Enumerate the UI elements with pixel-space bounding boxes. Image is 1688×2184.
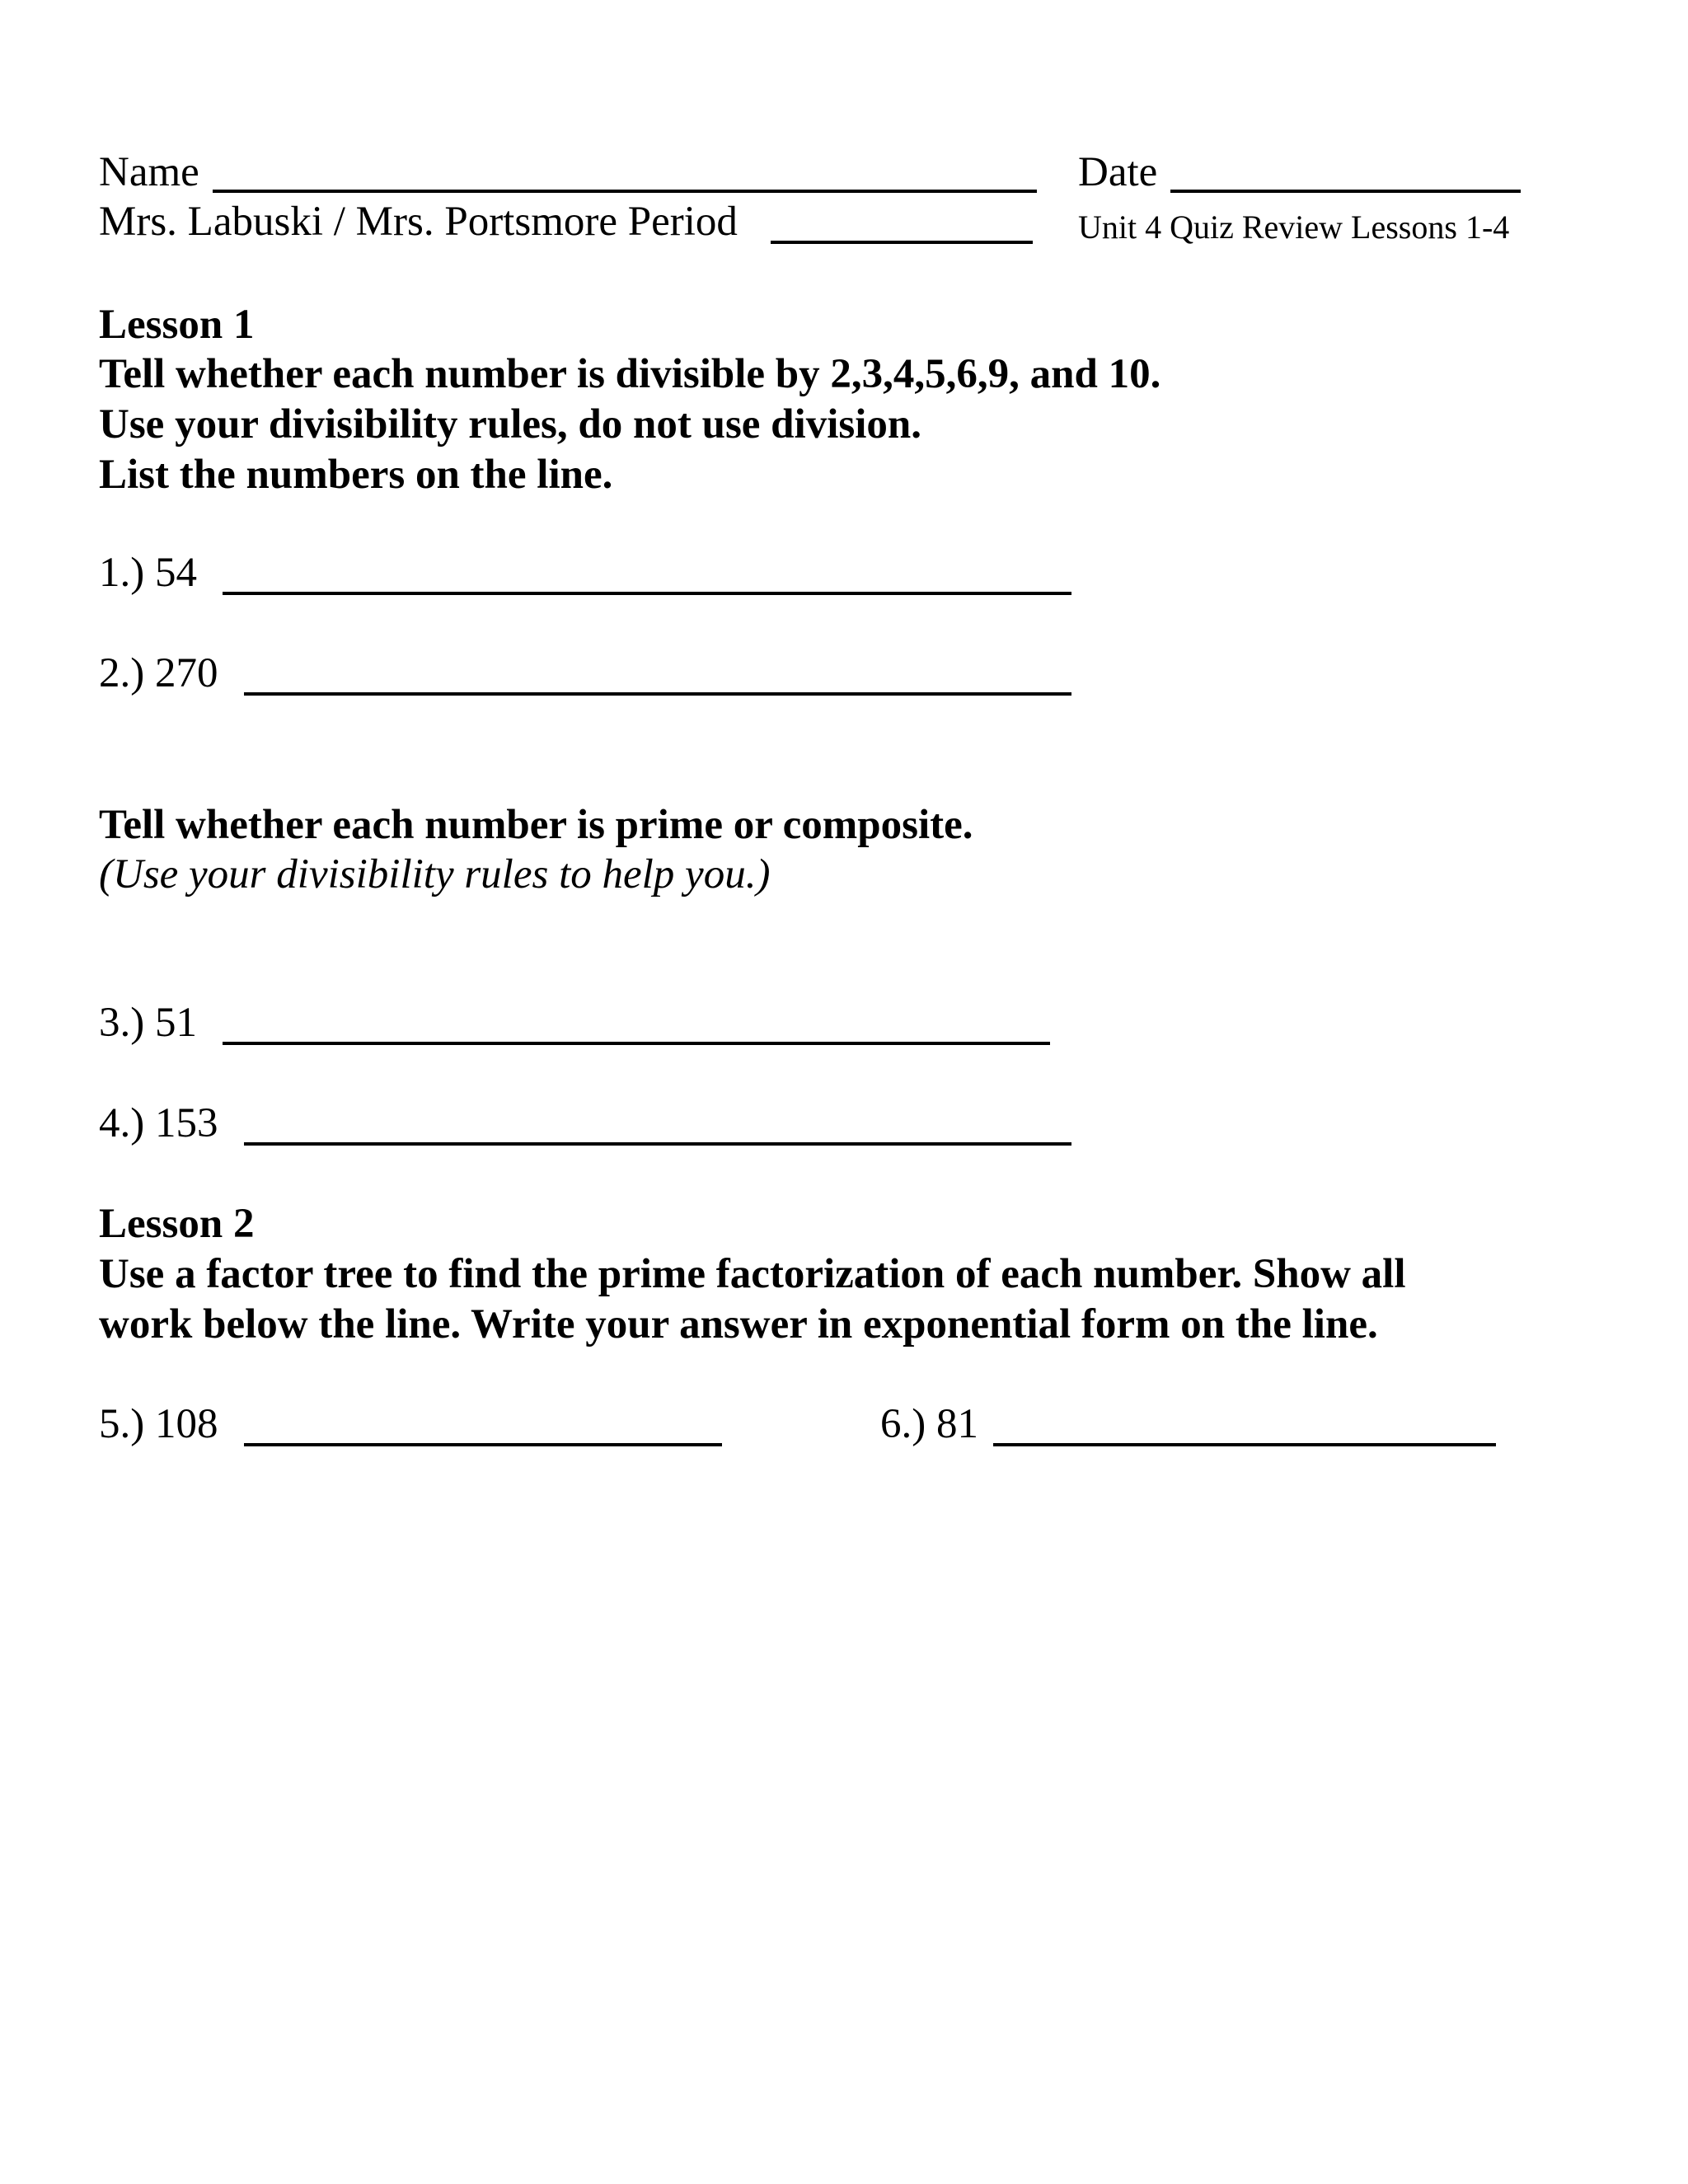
date-field[interactable] <box>1170 190 1521 193</box>
question-5-label: 5.) 108 <box>99 1401 218 1447</box>
lesson-1-instruction-2: Use your divisibility rules, do not use division. <box>99 401 922 448</box>
question-3-answer-line[interactable] <box>223 1042 1050 1045</box>
question-4-answer-line[interactable] <box>244 1142 1071 1146</box>
question-1-label: 1.) 54 <box>99 550 197 596</box>
period-field[interactable] <box>771 241 1033 244</box>
question-6-answer-line[interactable] <box>993 1443 1496 1446</box>
question-2-label: 2.) 270 <box>99 650 218 696</box>
lesson-1-title: Lesson 1 <box>99 302 255 348</box>
prime-composite-instruction: Tell whether each number is prime or composite. <box>99 802 973 848</box>
quiz-subtitle: Unit 4 Quiz Review Lessons 1-4 <box>1078 209 1510 246</box>
name-label: Name <box>99 149 199 195</box>
question-5-answer-line[interactable] <box>244 1443 722 1446</box>
name-field[interactable] <box>213 190 1037 193</box>
lesson-1-instruction-3: List the numbers on the line. <box>99 452 613 498</box>
question-1-answer-line[interactable] <box>223 592 1071 595</box>
lesson-2-instruction-1: Use a factor tree to find the prime factorization of each number. Show all <box>99 1251 1406 1297</box>
question-4-label: 4.) 153 <box>99 1100 218 1146</box>
question-3-label: 3.) 51 <box>99 1000 197 1046</box>
question-2-answer-line[interactable] <box>244 692 1071 696</box>
lesson-1-instruction-1: Tell whether each number is divisible by 2,3,4,5,6,9, and 10. <box>99 351 1161 397</box>
teachers-period-label: Mrs. Labuski / Mrs. Portsmore Period <box>99 199 738 245</box>
date-label: Date <box>1078 149 1158 195</box>
lesson-2-instruction-2: work below the line. Write your answer in exponential form on the line. <box>99 1301 1378 1347</box>
question-6-label: 6.) 81 <box>880 1401 978 1447</box>
prime-composite-hint: (Use your divisibility rules to help you.) <box>99 851 771 898</box>
lesson-2-title: Lesson 2 <box>99 1201 255 1247</box>
